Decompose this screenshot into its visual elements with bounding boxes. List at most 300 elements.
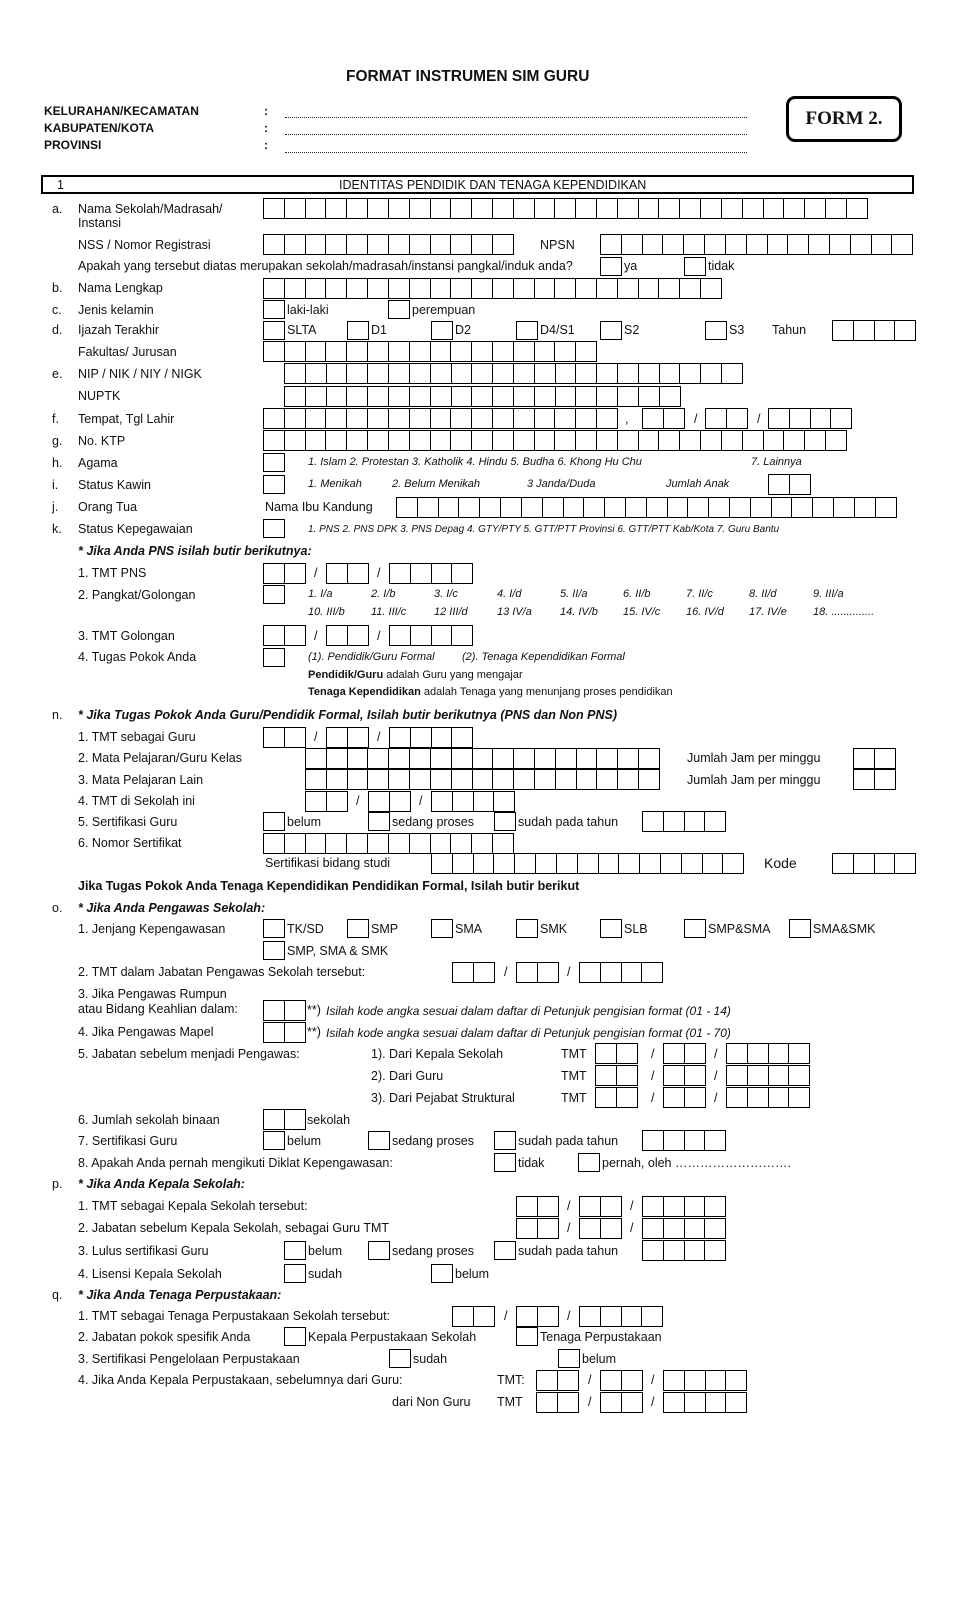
char-cell[interactable]: [263, 198, 285, 219]
char-cell[interactable]: [516, 962, 538, 983]
char-cell[interactable]: [346, 234, 368, 255]
char-cell[interactable]: [451, 563, 473, 584]
tahun-cells[interactable]: [832, 320, 915, 341]
char-cell[interactable]: [305, 748, 327, 769]
char-cell[interactable]: [726, 1087, 748, 1108]
sert-sudah-checkbox[interactable]: [494, 812, 516, 831]
rumpun-kode-cells[interactable]: [263, 1000, 305, 1021]
char-cell[interactable]: [347, 625, 369, 646]
sert7-tahun-cells[interactable]: [642, 1130, 725, 1151]
char-cell[interactable]: [367, 341, 389, 362]
char-cell[interactable]: [642, 811, 664, 832]
char-cell[interactable]: [705, 408, 727, 429]
char-cell[interactable]: [471, 234, 493, 255]
char-cell[interactable]: [305, 408, 327, 429]
char-cell[interactable]: [595, 1087, 617, 1108]
char-cell[interactable]: [596, 408, 618, 429]
char-cell[interactable]: [388, 234, 410, 255]
char-cell[interactable]: [721, 363, 743, 384]
char-cell[interactable]: [263, 234, 285, 255]
char-cell[interactable]: [431, 727, 453, 748]
char-cell[interactable]: [452, 791, 474, 812]
char-cell[interactable]: [451, 625, 473, 646]
tmt-sekolah-day-cells[interactable]: [305, 791, 347, 812]
sert-perpus-sudah-checkbox[interactable]: [389, 1349, 411, 1368]
char-cell[interactable]: [409, 234, 431, 255]
char-cell[interactable]: [284, 1109, 306, 1130]
fakultas-cells[interactable]: [263, 341, 596, 362]
char-cell[interactable]: [431, 853, 453, 874]
tmt-pengawas-day-cells[interactable]: [452, 962, 494, 983]
char-cell[interactable]: [367, 363, 389, 384]
nama-sekolah-cells[interactable]: [263, 198, 867, 219]
jumlah-anak-cells[interactable]: [768, 474, 810, 495]
dari-kepsek-day-cells[interactable]: [595, 1043, 637, 1064]
char-cell[interactable]: [556, 853, 578, 874]
char-cell[interactable]: [346, 833, 368, 854]
char-cell[interactable]: [658, 278, 680, 299]
char-cell[interactable]: [617, 748, 639, 769]
char-cell[interactable]: [367, 769, 389, 790]
char-cell[interactable]: [663, 1087, 685, 1108]
char-cell[interactable]: [409, 430, 431, 451]
char-cell[interactable]: [471, 408, 493, 429]
char-cell[interactable]: [450, 833, 472, 854]
char-cell[interactable]: [534, 769, 556, 790]
char-cell[interactable]: [575, 430, 597, 451]
char-cell[interactable]: [721, 198, 743, 219]
char-cell[interactable]: [894, 853, 916, 874]
d4s1-checkbox[interactable]: [516, 321, 538, 340]
kabupaten-field[interactable]: [285, 134, 747, 135]
char-cell[interactable]: [410, 625, 432, 646]
char-cell[interactable]: [700, 198, 722, 219]
ya-checkbox[interactable]: [600, 257, 622, 276]
tmt-kepsek-month-cells[interactable]: [579, 1196, 621, 1217]
char-cell[interactable]: [700, 430, 722, 451]
char-cell[interactable]: [789, 408, 811, 429]
char-cell[interactable]: [409, 341, 431, 362]
char-cell[interactable]: [263, 430, 285, 451]
char-cell[interactable]: [471, 278, 493, 299]
char-cell[interactable]: [853, 320, 875, 341]
char-cell[interactable]: [746, 234, 768, 255]
char-cell[interactable]: [575, 278, 597, 299]
char-cell[interactable]: [783, 430, 805, 451]
char-cell[interactable]: [388, 769, 410, 790]
jumlah-binaan-cells[interactable]: [263, 1109, 305, 1130]
char-cell[interactable]: [493, 791, 515, 812]
char-cell[interactable]: [596, 386, 618, 407]
char-cell[interactable]: [663, 1218, 685, 1239]
char-cell[interactable]: [430, 769, 452, 790]
char-cell[interactable]: [874, 320, 896, 341]
char-cell[interactable]: [326, 727, 348, 748]
kode-cells[interactable]: [832, 853, 915, 874]
char-cell[interactable]: [575, 341, 597, 362]
char-cell[interactable]: [472, 748, 494, 769]
char-cell[interactable]: [702, 853, 724, 874]
tmt-pns-day-cells[interactable]: [263, 563, 305, 584]
char-cell[interactable]: [430, 198, 452, 219]
char-cell[interactable]: [708, 497, 730, 518]
char-cell[interactable]: [554, 341, 576, 362]
char-cell[interactable]: [596, 198, 618, 219]
char-cell[interactable]: [516, 1306, 538, 1327]
kepala-perpus-checkbox[interactable]: [284, 1327, 306, 1346]
char-cell[interactable]: [663, 1043, 685, 1064]
nss-cells[interactable]: [263, 234, 513, 255]
mapel-lain-cells[interactable]: [305, 769, 659, 790]
char-cell[interactable]: [430, 386, 452, 407]
char-cell[interactable]: [659, 386, 681, 407]
char-cell[interactable]: [534, 341, 556, 362]
char-cell[interactable]: [346, 363, 368, 384]
char-cell[interactable]: [367, 278, 389, 299]
char-cell[interactable]: [534, 278, 556, 299]
char-cell[interactable]: [346, 341, 368, 362]
char-cell[interactable]: [621, 1306, 643, 1327]
char-cell[interactable]: [575, 408, 597, 429]
char-cell[interactable]: [513, 363, 535, 384]
char-cell[interactable]: [325, 198, 347, 219]
tmt-guru-month-cells[interactable]: [326, 727, 368, 748]
char-cell[interactable]: [521, 497, 543, 518]
char-cell[interactable]: [305, 769, 327, 790]
char-cell[interactable]: [555, 386, 577, 407]
char-cell[interactable]: [726, 1065, 748, 1086]
char-cell[interactable]: [389, 563, 411, 584]
char-cell[interactable]: [367, 198, 389, 219]
diklat-tidak-checkbox[interactable]: [494, 1153, 516, 1172]
char-cell[interactable]: [830, 408, 852, 429]
char-cell[interactable]: [638, 748, 660, 769]
char-cell[interactable]: [536, 1370, 558, 1391]
char-cell[interactable]: [325, 234, 347, 255]
char-cell[interactable]: [409, 363, 431, 384]
jenjang-smasmk-checkbox[interactable]: [789, 919, 811, 938]
char-cell[interactable]: [396, 497, 418, 518]
char-cell[interactable]: [722, 853, 744, 874]
tmt-golongan-year-cells[interactable]: [389, 625, 472, 646]
pangkat-box[interactable]: [263, 585, 285, 604]
char-cell[interactable]: [347, 748, 369, 769]
char-cell[interactable]: [788, 1043, 810, 1064]
char-cell[interactable]: [263, 727, 285, 748]
char-cell[interactable]: [804, 430, 826, 451]
char-cell[interactable]: [263, 563, 285, 584]
char-cell[interactable]: [451, 727, 473, 748]
char-cell[interactable]: [263, 1109, 285, 1130]
char-cell[interactable]: [388, 198, 410, 219]
char-cell[interactable]: [326, 563, 348, 584]
char-cell[interactable]: [768, 1043, 790, 1064]
char-cell[interactable]: [554, 198, 576, 219]
char-cell[interactable]: [684, 1392, 706, 1413]
char-cell[interactable]: [430, 341, 452, 362]
char-cell[interactable]: [471, 341, 493, 362]
char-cell[interactable]: [326, 748, 348, 769]
char-cell[interactable]: [305, 234, 327, 255]
char-cell[interactable]: [409, 748, 431, 769]
char-cell[interactable]: [616, 1087, 638, 1108]
char-cell[interactable]: [854, 497, 876, 518]
char-cell[interactable]: [638, 386, 660, 407]
char-cell[interactable]: [747, 1087, 769, 1108]
char-cell[interactable]: [687, 497, 709, 518]
char-cell[interactable]: [642, 1130, 664, 1151]
char-cell[interactable]: [704, 1196, 726, 1217]
char-cell[interactable]: [472, 769, 494, 790]
char-cell[interactable]: [534, 748, 556, 769]
char-cell[interactable]: [346, 408, 368, 429]
char-cell[interactable]: [451, 386, 473, 407]
char-cell[interactable]: [367, 833, 389, 854]
char-cell[interactable]: [577, 853, 599, 874]
char-cell[interactable]: [576, 748, 598, 769]
char-cell[interactable]: [305, 341, 327, 362]
char-cell[interactable]: [430, 408, 452, 429]
char-cell[interactable]: [452, 962, 474, 983]
char-cell[interactable]: [555, 363, 577, 384]
char-cell[interactable]: [326, 791, 348, 812]
char-cell[interactable]: [846, 198, 868, 219]
char-cell[interactable]: [604, 497, 626, 518]
char-cell[interactable]: [513, 198, 535, 219]
char-cell[interactable]: [663, 1370, 685, 1391]
char-cell[interactable]: [874, 853, 896, 874]
char-cell[interactable]: [617, 278, 639, 299]
char-cell[interactable]: [479, 497, 501, 518]
char-cell[interactable]: [600, 1392, 622, 1413]
char-cell[interactable]: [305, 791, 327, 812]
char-cell[interactable]: [832, 853, 854, 874]
char-cell[interactable]: [516, 1196, 538, 1217]
char-cell[interactable]: [263, 625, 285, 646]
char-cell[interactable]: [579, 1196, 601, 1217]
char-cell[interactable]: [583, 497, 605, 518]
char-cell[interactable]: [367, 430, 389, 451]
tgl-lahir-day-cells[interactable]: [642, 408, 684, 429]
char-cell[interactable]: [535, 853, 557, 874]
char-cell[interactable]: [663, 1130, 685, 1151]
ibu-kandung-cells[interactable]: [396, 497, 896, 518]
char-cell[interactable]: [663, 1240, 685, 1261]
tmt-pengawas-month-cells[interactable]: [516, 962, 558, 983]
ktp-cells[interactable]: [263, 430, 846, 451]
char-cell[interactable]: [326, 625, 348, 646]
non-guru-month-cells[interactable]: [600, 1392, 642, 1413]
char-cell[interactable]: [788, 1065, 810, 1086]
jab-kepsek-month-cells[interactable]: [579, 1218, 621, 1239]
jenjang-smpsma-checkbox[interactable]: [684, 919, 706, 938]
char-cell[interactable]: [513, 386, 535, 407]
jenjang-smk-checkbox[interactable]: [516, 919, 538, 938]
char-cell[interactable]: [563, 497, 585, 518]
char-cell[interactable]: [829, 234, 851, 255]
tmt-kepsek-day-cells[interactable]: [516, 1196, 558, 1217]
char-cell[interactable]: [642, 1240, 664, 1261]
char-cell[interactable]: [616, 1065, 638, 1086]
char-cell[interactable]: [771, 497, 793, 518]
char-cell[interactable]: [768, 474, 790, 495]
char-cell[interactable]: [492, 234, 514, 255]
char-cell[interactable]: [747, 1043, 769, 1064]
tgl-lahir-month-cells[interactable]: [705, 408, 747, 429]
char-cell[interactable]: [513, 748, 535, 769]
sert-perpus-belum-checkbox[interactable]: [558, 1349, 580, 1368]
lulus-belum-checkbox[interactable]: [284, 1241, 306, 1260]
char-cell[interactable]: [367, 748, 389, 769]
char-cell[interactable]: [621, 234, 643, 255]
char-cell[interactable]: [667, 497, 689, 518]
char-cell[interactable]: [642, 1218, 664, 1239]
tmt-sekolah-month-cells[interactable]: [368, 791, 410, 812]
lisensi-sudah-checkbox[interactable]: [284, 1264, 306, 1283]
dari-kepsek-month-cells[interactable]: [663, 1043, 705, 1064]
char-cell[interactable]: [683, 234, 705, 255]
char-cell[interactable]: [389, 727, 411, 748]
char-cell[interactable]: [598, 853, 620, 874]
char-cell[interactable]: [642, 408, 664, 429]
char-cell[interactable]: [787, 234, 809, 255]
char-cell[interactable]: [534, 386, 556, 407]
char-cell[interactable]: [409, 833, 431, 854]
char-cell[interactable]: [804, 198, 826, 219]
char-cell[interactable]: [263, 833, 285, 854]
char-cell[interactable]: [471, 198, 493, 219]
s2-checkbox[interactable]: [600, 321, 622, 340]
char-cell[interactable]: [763, 198, 785, 219]
char-cell[interactable]: [492, 769, 514, 790]
provinsi-field[interactable]: [285, 152, 747, 153]
slta-checkbox[interactable]: [263, 321, 285, 340]
char-cell[interactable]: [875, 497, 897, 518]
tmt-sekolah-year-cells[interactable]: [431, 791, 514, 812]
tmt-kepsek-year-cells[interactable]: [642, 1196, 725, 1217]
char-cell[interactable]: [451, 748, 473, 769]
char-cell[interactable]: [658, 430, 680, 451]
kepala-guru-day-cells[interactable]: [536, 1370, 578, 1391]
tmt-perpus-year-cells[interactable]: [579, 1306, 662, 1327]
char-cell[interactable]: [326, 769, 348, 790]
char-cell[interactable]: [768, 1065, 790, 1086]
char-cell[interactable]: [600, 1196, 622, 1217]
char-cell[interactable]: [579, 1218, 601, 1239]
char-cell[interactable]: [389, 625, 411, 646]
tenaga-perpus-checkbox[interactable]: [516, 1327, 538, 1346]
char-cell[interactable]: [638, 278, 660, 299]
char-cell[interactable]: [638, 430, 660, 451]
char-cell[interactable]: [681, 853, 703, 874]
char-cell[interactable]: [684, 1043, 706, 1064]
char-cell[interactable]: [579, 1306, 601, 1327]
char-cell[interactable]: [367, 386, 389, 407]
char-cell[interactable]: [284, 563, 306, 584]
char-cell[interactable]: [825, 198, 847, 219]
char-cell[interactable]: [471, 386, 493, 407]
char-cell[interactable]: [537, 962, 559, 983]
mapel-kode-cells[interactable]: [263, 1022, 305, 1043]
char-cell[interactable]: [638, 198, 660, 219]
sert-tahun-cells[interactable]: [642, 811, 725, 832]
dari-kepsek-year-cells[interactable]: [726, 1043, 809, 1064]
char-cell[interactable]: [783, 198, 805, 219]
char-cell[interactable]: [430, 278, 452, 299]
char-cell[interactable]: [284, 408, 306, 429]
char-cell[interactable]: [500, 497, 522, 518]
char-cell[interactable]: [684, 1065, 706, 1086]
char-cell[interactable]: [596, 748, 618, 769]
char-cell[interactable]: [557, 1370, 579, 1391]
char-cell[interactable]: [742, 198, 764, 219]
char-cell[interactable]: [388, 748, 410, 769]
char-cell[interactable]: [704, 1218, 726, 1239]
tempat-lahir-cells[interactable]: [263, 408, 617, 429]
tmt-golongan-day-cells[interactable]: [263, 625, 305, 646]
char-cell[interactable]: [726, 1043, 748, 1064]
char-cell[interactable]: [471, 430, 493, 451]
char-cell[interactable]: [346, 278, 368, 299]
char-cell[interactable]: [492, 430, 514, 451]
char-cell[interactable]: [388, 386, 410, 407]
char-cell[interactable]: [347, 563, 369, 584]
char-cell[interactable]: [725, 234, 747, 255]
char-cell[interactable]: [750, 497, 772, 518]
char-cell[interactable]: [747, 1065, 769, 1086]
char-cell[interactable]: [492, 198, 514, 219]
char-cell[interactable]: [409, 198, 431, 219]
char-cell[interactable]: [874, 748, 896, 769]
char-cell[interactable]: [417, 497, 439, 518]
mapel-lain-jam-cells[interactable]: [853, 769, 895, 790]
char-cell[interactable]: [409, 769, 431, 790]
sert-belum-checkbox[interactable]: [263, 812, 285, 831]
char-cell[interactable]: [284, 430, 306, 451]
char-cell[interactable]: [705, 1392, 727, 1413]
s3-checkbox[interactable]: [705, 321, 727, 340]
char-cell[interactable]: [679, 363, 701, 384]
char-cell[interactable]: [325, 278, 347, 299]
char-cell[interactable]: [575, 386, 597, 407]
char-cell[interactable]: [833, 497, 855, 518]
char-cell[interactable]: [430, 748, 452, 769]
char-cell[interactable]: [621, 962, 643, 983]
char-cell[interactable]: [347, 727, 369, 748]
char-cell[interactable]: [575, 363, 597, 384]
char-cell[interactable]: [684, 811, 706, 832]
char-cell[interactable]: [284, 363, 306, 384]
char-cell[interactable]: [347, 769, 369, 790]
char-cell[interactable]: [438, 497, 460, 518]
char-cell[interactable]: [832, 320, 854, 341]
char-cell[interactable]: [595, 1043, 617, 1064]
char-cell[interactable]: [621, 1392, 643, 1413]
tmt-perpus-day-cells[interactable]: [452, 1306, 494, 1327]
non-guru-day-cells[interactable]: [536, 1392, 578, 1413]
char-cell[interactable]: [554, 278, 576, 299]
char-cell[interactable]: [450, 198, 472, 219]
char-cell[interactable]: [557, 1392, 579, 1413]
char-cell[interactable]: [284, 625, 306, 646]
char-cell[interactable]: [492, 386, 514, 407]
char-cell[interactable]: [388, 408, 410, 429]
char-cell[interactable]: [537, 1218, 559, 1239]
char-cell[interactable]: [284, 727, 306, 748]
char-cell[interactable]: [284, 1022, 306, 1043]
char-cell[interactable]: [596, 363, 618, 384]
dari-struktural-year-cells[interactable]: [726, 1087, 809, 1108]
